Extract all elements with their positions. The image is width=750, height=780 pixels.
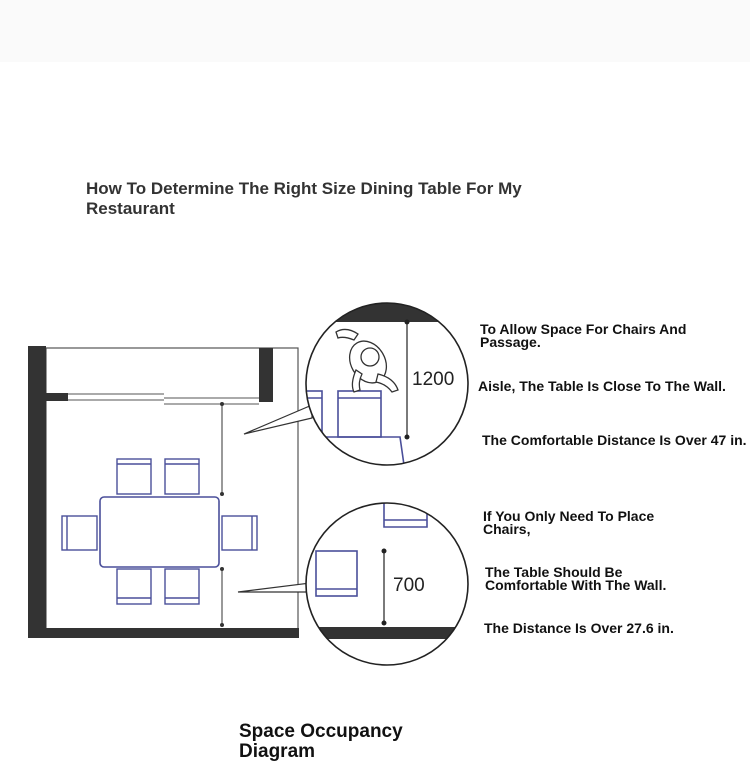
lower-callout-pointer: [238, 583, 310, 592]
chair-top-left: [117, 459, 151, 494]
chair-left: [62, 516, 97, 550]
upper-dimension-label: 1200: [412, 369, 455, 390]
note-table-wall: The Table Should Be Comfortable With The Wall.: [485, 564, 667, 593]
bottom-wall: [28, 628, 299, 638]
floor-plan: [28, 346, 299, 638]
note-only-chairs: If You Only Need To Place Chairs,: [483, 508, 655, 537]
note-distance-27in: The Distance Is Over 27.6 in.: [484, 620, 674, 636]
lower-dimension-label: 700: [393, 575, 425, 596]
article-heading: How To Determine The Right Size Dining Table For My Restaurant: [86, 179, 522, 218]
chair-top-right: [165, 459, 199, 494]
note-aisle-wall: Aisle, The Table Is Close To The Wall.: [478, 378, 726, 394]
note-distance-47in: The Comfortable Distance Is Over 47 in.: [482, 432, 747, 448]
chair-bottom-left: [117, 569, 151, 604]
upper-detail-circle: [300, 300, 470, 465]
top-wall-stub: [46, 393, 68, 401]
left-wall: [28, 346, 46, 638]
dining-table: [100, 497, 219, 567]
lower-detail-circle: [300, 500, 470, 665]
note-chairs-passage: To Allow Space For Chairs And Passage.: [480, 321, 687, 350]
chair-bottom-right: [165, 569, 199, 604]
upper-callout-pointer: [244, 405, 312, 434]
chair-right: [222, 516, 257, 550]
diagram-caption: Space Occupancy Diagram: [239, 721, 403, 762]
right-pillar: [259, 348, 273, 402]
